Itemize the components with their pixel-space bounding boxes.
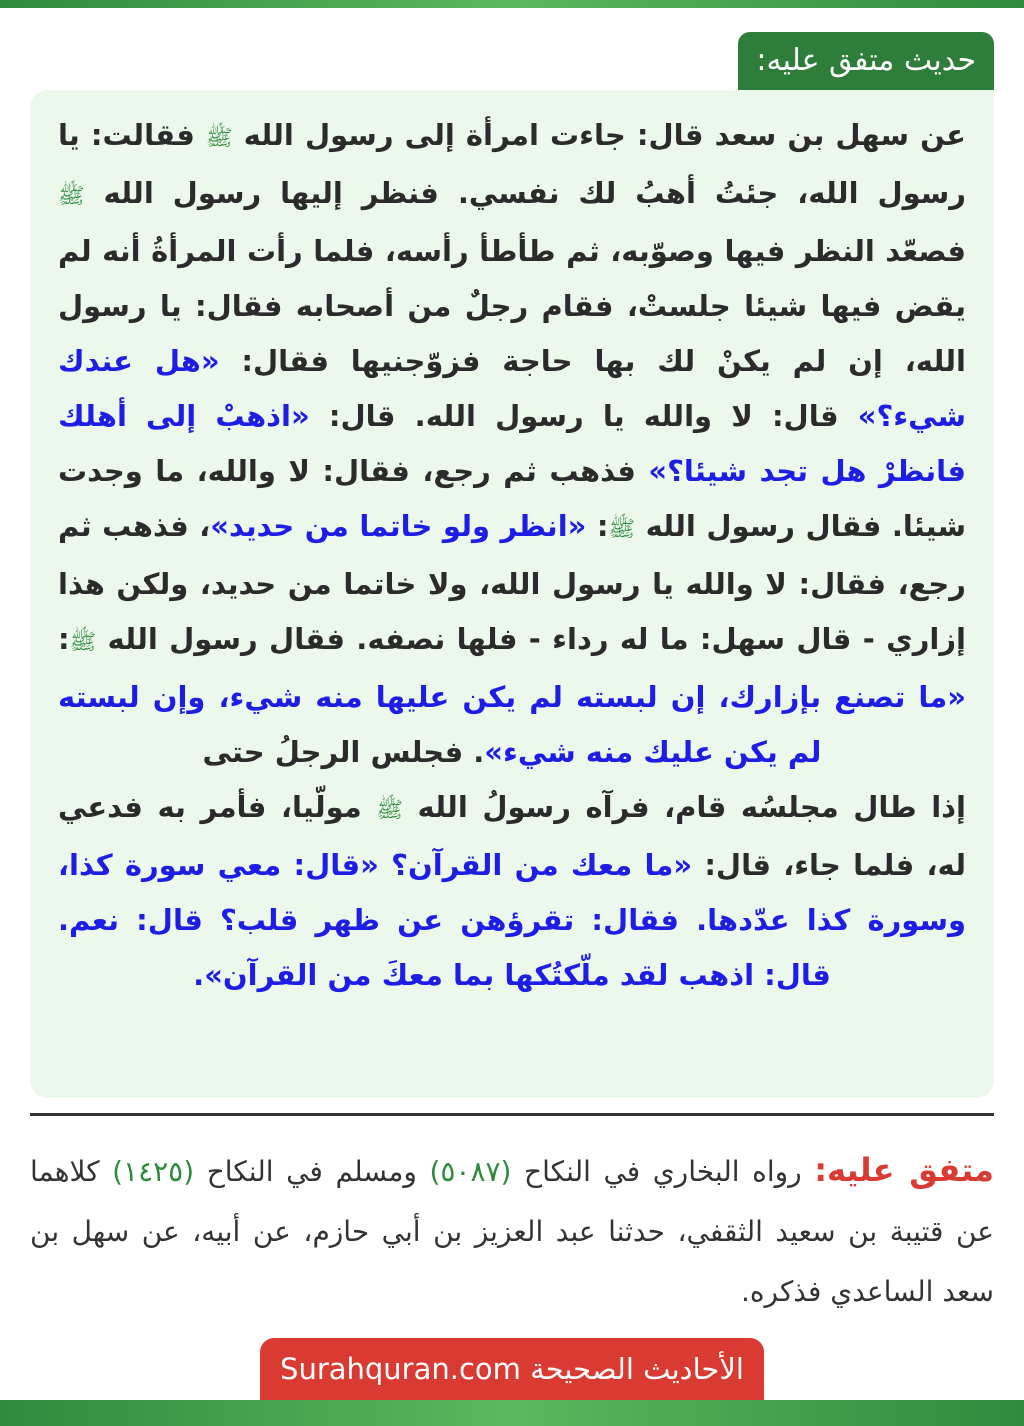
hadith-text bbox=[58, 108, 966, 1003]
hadith-number: (٥٠٨٧) bbox=[429, 1155, 512, 1188]
salutation-glyph: ﷺ bbox=[608, 517, 636, 542]
salutation-glyph: ﷺ bbox=[376, 798, 403, 823]
salutation-glyph: ﷺ bbox=[69, 630, 97, 655]
prophet-quote: «انظر ولو خاتما من حديد» bbox=[210, 509, 587, 543]
hadith-segment: إذا طال مجلسُه قام، فرآه رسولُ الله bbox=[402, 790, 966, 824]
source-attribution bbox=[30, 1140, 994, 1322]
section-title-badge: حديث متفق عليه: bbox=[738, 32, 994, 90]
top-accent-bar bbox=[0, 0, 1024, 8]
salutation-glyph: ﷺ bbox=[205, 126, 233, 151]
source-segment: ومسلم في النكاح bbox=[194, 1155, 430, 1188]
hadith-segment: . فجلس الرجلُ حتى bbox=[202, 735, 485, 769]
hadith-segment: مولّيا، فأمر به فدعي له، فلما جاء، قال: bbox=[58, 790, 966, 882]
prophet-quote: «ما معك من القرآن؟ «قال: معي سورة كذا، وسورة كذا عدّدها. فقال: تقرؤهن عن ظهر قلب؟ قال: نعم. قال: اذهب لقد ملّكتُكها بما معكَ من القرآن». bbox=[58, 848, 966, 992]
hadith-segment: : bbox=[58, 622, 70, 656]
prophet-quote: «ما تصنع بإزارك، إن لبسته لم يكن عليها منه شيء، وإن لبسته لم يكن عليك منه شيء» bbox=[58, 680, 966, 769]
hadith-segment: قال: لا والله يا رسول الله. قال: bbox=[309, 399, 858, 433]
source-segment: رواه البخاري في النكاح bbox=[511, 1155, 815, 1188]
salutation-glyph: ﷺ bbox=[58, 184, 85, 209]
bottom-accent-bar bbox=[0, 1400, 1024, 1426]
hadith-number: (١٤٢٥) bbox=[112, 1155, 195, 1188]
hadith-segment: : bbox=[586, 509, 609, 543]
hadith-segment: ، فذهب ثم رجع، فقال: لا والله يا رسول الله، ولا خاتما من حديد، ولكن هذا إزاري - قال سهل: ما له رداء - فلها نصفه. فقال رسول الله bbox=[58, 509, 966, 656]
hadith-segment: عن سهل بن سعد قال: جاءت امرأة إلى رسول الله bbox=[232, 118, 966, 152]
source-segment: كلاهما عن قتيبة بن سعيد الثقفي، حدثنا عبد العزيز بن أبي حازم، عن أبيه، عن سهل بن سعد الساعدي فذكره. bbox=[30, 1155, 994, 1308]
section-divider bbox=[30, 1113, 994, 1116]
source-label: متفق عليه: bbox=[814, 1151, 994, 1189]
prophet-quote: «هل عندك شيء؟» bbox=[58, 344, 966, 433]
site-footer-badge[interactable]: الأحاديث الصحيحة Surahquran.com bbox=[260, 1338, 764, 1400]
hadith-segment: فصعّد النظر فيها وصوّبه، ثم طأطأ رأسه، فلما رأت المرأةُ أنه لم يقض فيها شيئا جلستْ، فقام رجلٌ من أصحابه فقال: يا رسول الله، إن لم يكنْ لك بها حاجة فزوّجنيها فقال: bbox=[58, 234, 966, 378]
prophet-quote: «اذهبْ إلى أهلك فانظرْ هل تجد شيئا؟» bbox=[58, 399, 966, 488]
hadith-box bbox=[30, 90, 994, 1098]
hadith-segment: فقالت: يا رسول الله، جئتُ أهبُ لك نفسي. فنظر إليها رسول الله bbox=[58, 118, 966, 210]
hadith-segment: فذهب ثم رجع، فقال: لا والله، ما وجدت شيئا. فقال رسول الله bbox=[58, 454, 966, 543]
